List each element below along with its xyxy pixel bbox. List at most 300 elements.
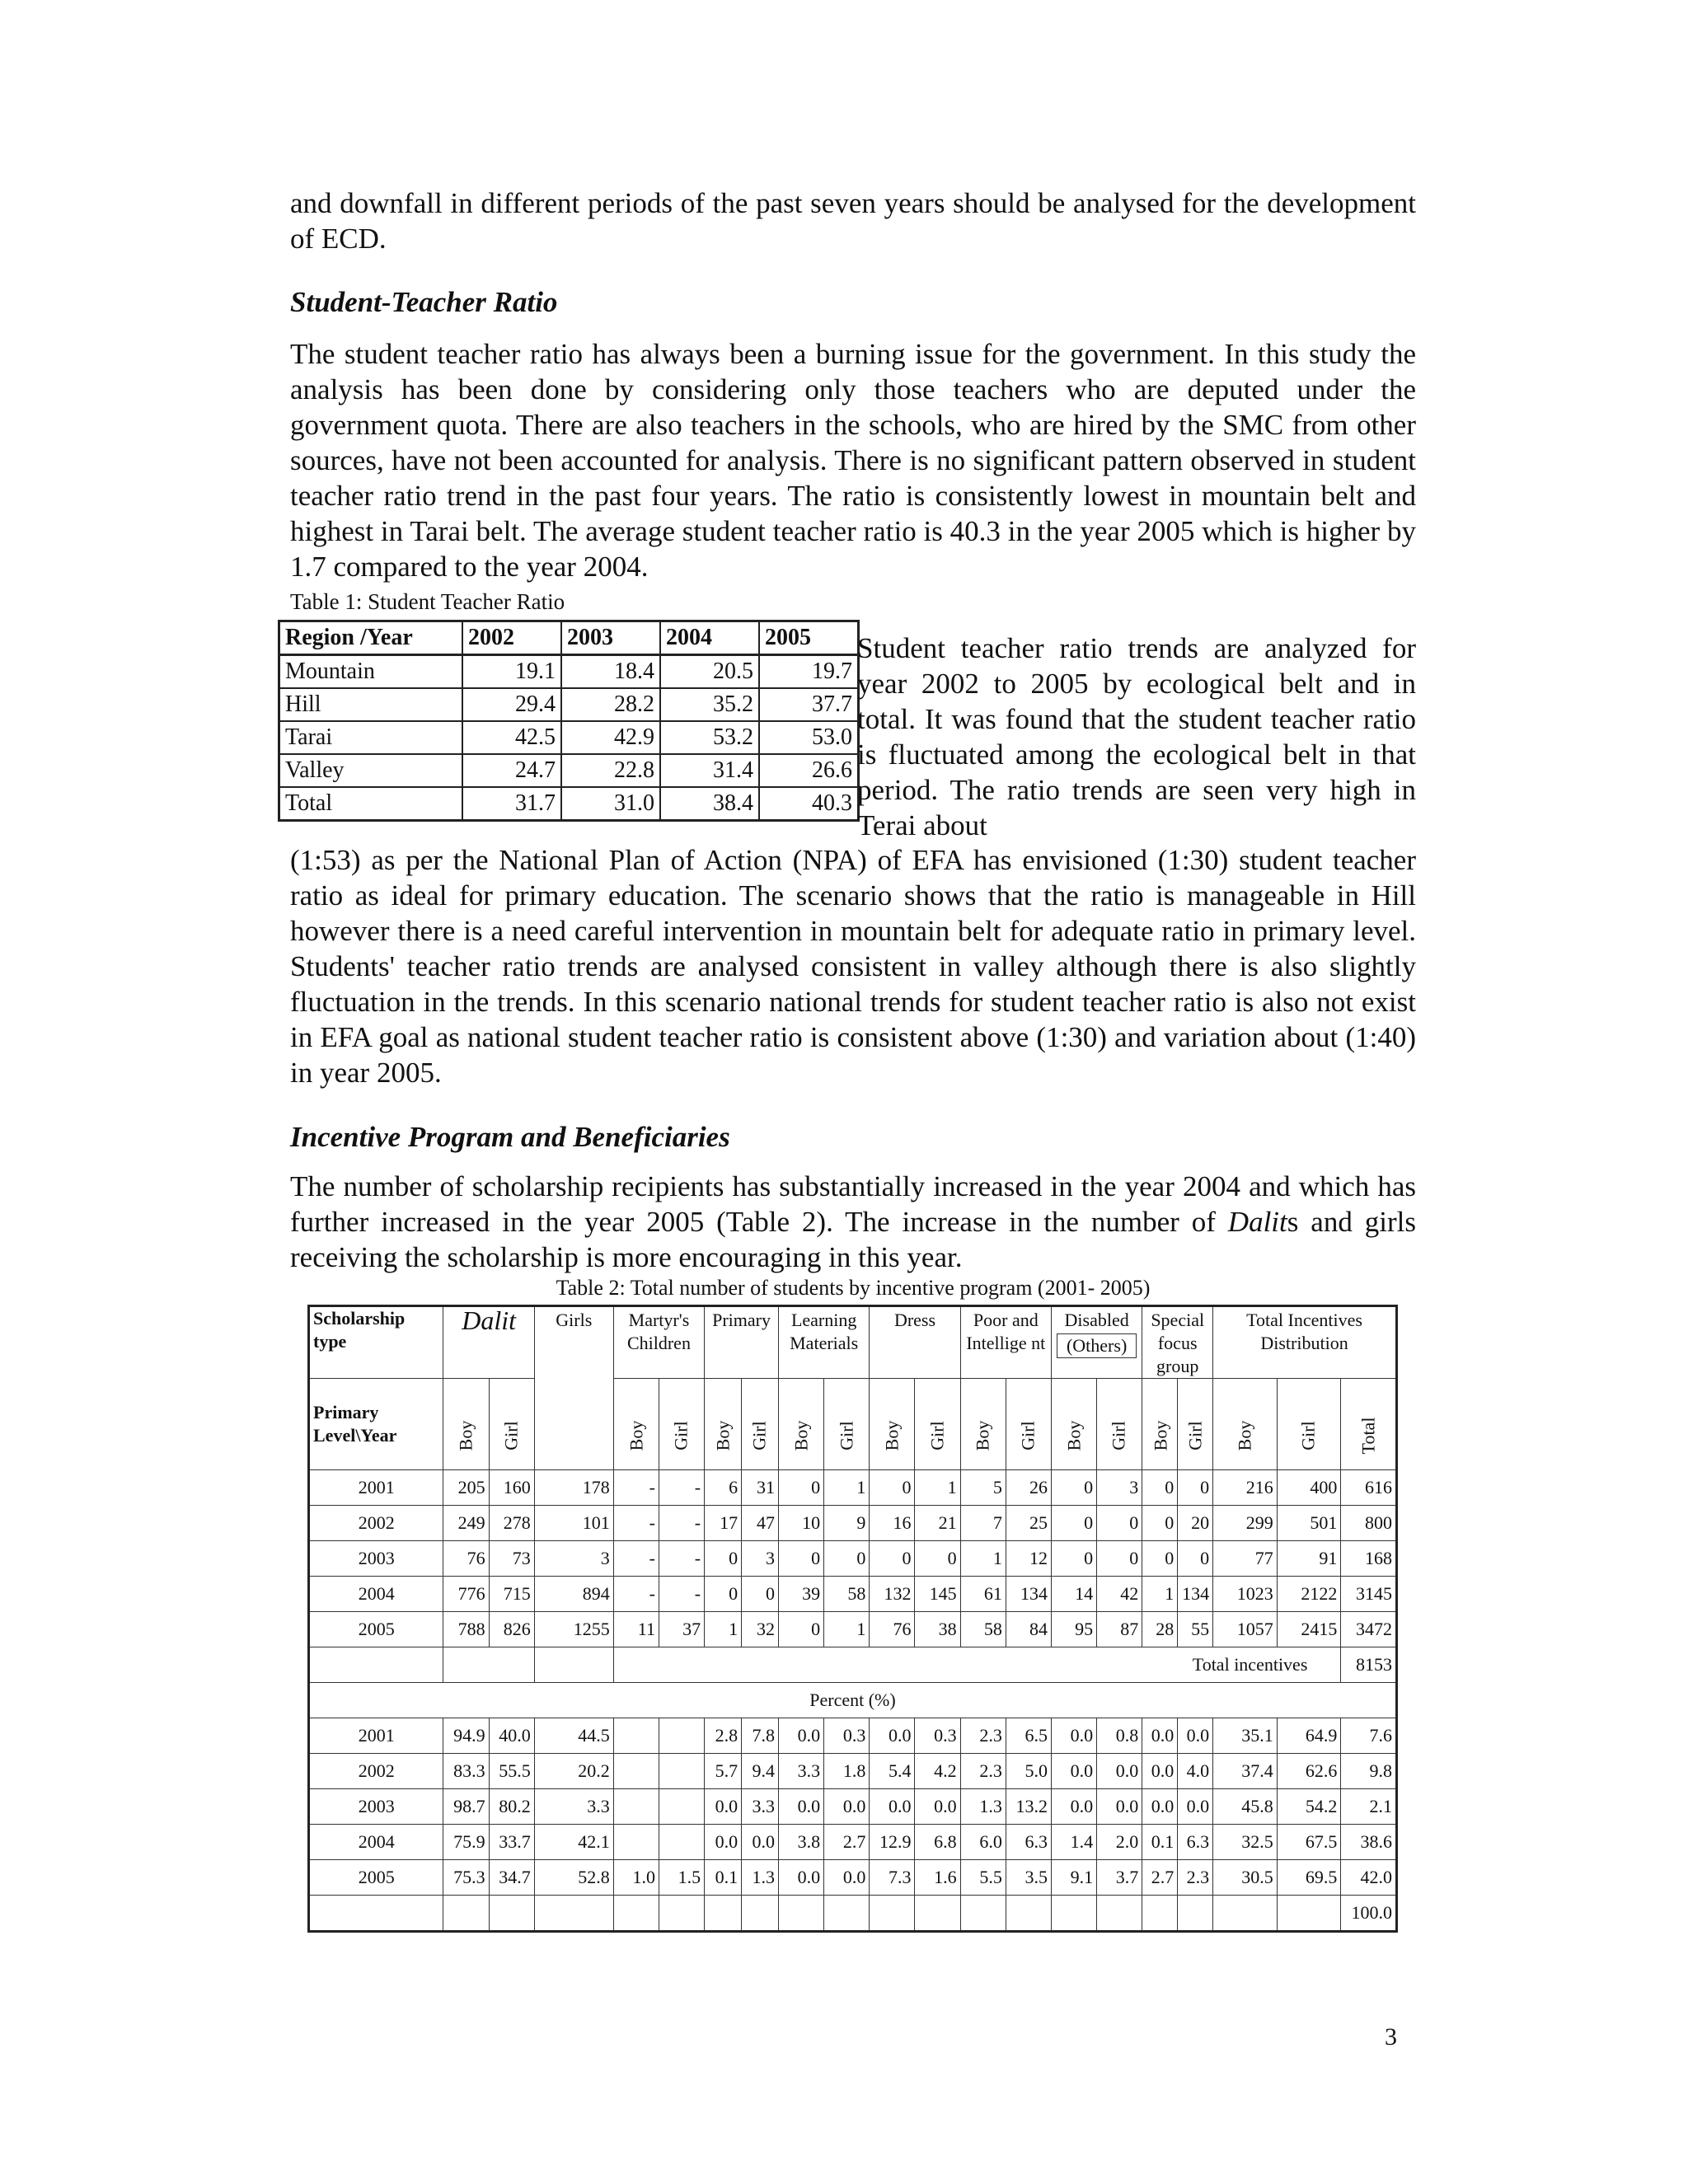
table2-value-cell: 6.3 — [1178, 1825, 1213, 1860]
table2-value-cell: 7.3 — [870, 1860, 915, 1896]
table2-value-cell: 3.7 — [1097, 1860, 1142, 1896]
table2-value-cell: 0 — [779, 1541, 824, 1577]
table2-value-cell: 42 — [1097, 1577, 1142, 1612]
table2-value-cell: 0 — [1142, 1541, 1178, 1577]
table2-subheader-label: Boy — [1150, 1420, 1171, 1451]
table2-value-cell: 1023 — [1213, 1577, 1278, 1612]
table2-value-cell: 145 — [915, 1577, 960, 1612]
table2-value-cell: 5 — [960, 1470, 1006, 1506]
table2-subheader-label: Girl — [1184, 1421, 1206, 1451]
table2-value-cell: 75.9 — [443, 1825, 489, 1860]
table2-value-cell: 62.6 — [1277, 1754, 1341, 1789]
table2-value-cell: 0.0 — [870, 1718, 915, 1754]
table2-value-cell: 52.8 — [534, 1860, 613, 1896]
level-year-header: Primary Level\Year — [309, 1379, 443, 1470]
table2-value-cell: - — [613, 1506, 659, 1541]
table2-value-cell: 400 — [1277, 1470, 1341, 1506]
table1-header-cell: 2005 — [759, 621, 859, 655]
table1-value-cell: 19.7 — [759, 655, 859, 689]
table2-value-cell: 3.8 — [779, 1825, 824, 1860]
primary-header: Primary — [705, 1306, 779, 1379]
table1-value-cell: 37.7 — [759, 688, 859, 721]
percent-label: Percent (%) — [309, 1683, 1397, 1718]
table2-value-cell: 38 — [915, 1612, 960, 1647]
table2-value-cell: 178 — [534, 1470, 613, 1506]
table2-subheader-label: Girl — [749, 1421, 771, 1451]
table2-value-cell: 2.3 — [960, 1754, 1006, 1789]
table2-value-cell: 67.5 — [1277, 1825, 1341, 1860]
table2-value-cell: 0 — [915, 1541, 960, 1577]
table2-value-cell: 132 — [870, 1577, 915, 1612]
table2-value-cell: 9.8 — [1341, 1754, 1397, 1789]
table2-subheader-cell — [443, 1379, 489, 1470]
table2-value-cell: 95 — [1051, 1612, 1096, 1647]
table2-value-cell: 4.0 — [1178, 1754, 1213, 1789]
table2-subheader-label: Total — [1357, 1417, 1379, 1455]
table2-value-cell: 25 — [1006, 1506, 1051, 1541]
table2-empty-cell — [1277, 1896, 1341, 1932]
table1-value-cell: 28.2 — [561, 688, 660, 721]
table1-row — [279, 688, 859, 721]
table2-value-cell: 249 — [443, 1506, 489, 1541]
dress-header: Dress — [870, 1306, 960, 1379]
table2-value-cell: - — [613, 1577, 659, 1612]
table2-year-cell: 2002 — [309, 1754, 443, 1789]
table2-empty-cell — [960, 1896, 1006, 1932]
table1-value-cell: 20.5 — [660, 655, 759, 689]
table2-subheader-label: Girl — [1017, 1421, 1039, 1451]
table2-subheader-cell — [1341, 1379, 1397, 1470]
table2-value-cell: 5.7 — [705, 1754, 742, 1789]
table2-value-cell: 98.7 — [443, 1789, 489, 1825]
table2-subheader-cell — [1097, 1379, 1142, 1470]
table1-value-cell: 35.2 — [660, 688, 759, 721]
table2-value-cell: 44.5 — [534, 1718, 613, 1754]
table2-value-cell: 0 — [1051, 1541, 1096, 1577]
table2-value-cell: 2415 — [1277, 1612, 1341, 1647]
table2-value-cell: 0.0 — [705, 1825, 742, 1860]
table1-header-cell: 2002 — [462, 621, 561, 655]
table2-total-row — [309, 1647, 1397, 1683]
disabled-label: Disabled — [1064, 1310, 1129, 1330]
table2-value-cell: 32.5 — [1213, 1825, 1278, 1860]
table2-value-cell: 28 — [1142, 1612, 1178, 1647]
table1-value-cell: 42.5 — [462, 721, 561, 754]
table2-year-cell: 2003 — [309, 1789, 443, 1825]
table2-value-cell: 0.0 — [1178, 1789, 1213, 1825]
table2-subheader-label: Girl — [836, 1421, 857, 1451]
student-teacher-ratio-paragraph: The student teacher ratio has always been a burning issue for the government. In this study the analysis has been done by considering only those teachers who are deputed under the government quota. There are also teachers in the schools, who are hired by the SMC from other sources, have not been accounted for analysis. There is no significant pattern observed in student teacher ratio trend in the past four years. The ratio is consistently lowest in mountain belt and highest in Tarai belt. The average student teacher ratio is 40.3 in the year 2005 which is higher by 1.7 compared to the year 2004. — [290, 338, 1416, 583]
total-incentives-label: Total incentives — [613, 1647, 1341, 1683]
table1-value-cell: 38.4 — [660, 787, 759, 821]
table1-header-cell: 2004 — [660, 621, 759, 655]
incentive-program-table — [307, 1305, 1398, 1933]
table2-value-cell: 0 — [1142, 1506, 1178, 1541]
table2-empty-cell — [534, 1647, 613, 1683]
table2-value-cell: 84 — [1006, 1612, 1051, 1647]
table2-value-cell: 0 — [870, 1470, 915, 1506]
table2-value-cell: 134 — [1006, 1577, 1051, 1612]
table2-subheader-label: Boy — [625, 1420, 646, 1451]
table2-empty-cell — [489, 1896, 534, 1932]
table2-value-cell: 9.1 — [1051, 1860, 1096, 1896]
table2-value-cell: 3.3 — [534, 1789, 613, 1825]
table2-value-cell — [613, 1754, 659, 1789]
table1-header-cell: Region /Year — [279, 621, 463, 655]
dalit-header-label: Dalit — [462, 1305, 516, 1335]
table2-value-cell: 7 — [960, 1506, 1006, 1541]
table2-value-cell: 2.7 — [824, 1825, 870, 1860]
poor-intelligent-header: Poor and Intellige nt — [960, 1306, 1051, 1379]
table1-value-cell: 18.4 — [561, 655, 660, 689]
table2-value-cell: 80.2 — [489, 1789, 534, 1825]
incentive-text-a: The number of scholarship recipients has substantially increased in the year 2004 and which has further increased in the year 2005 (Table 2). The increase in the number of — [290, 1170, 1416, 1238]
table1-value-cell: 24.7 — [462, 754, 561, 787]
table2-value-cell: 1.0 — [613, 1860, 659, 1896]
table2-value-cell: 894 — [534, 1577, 613, 1612]
table2-value-cell: 12.9 — [870, 1825, 915, 1860]
table2-value-cell: 17 — [705, 1506, 742, 1541]
table2-value-cell: 6 — [705, 1470, 742, 1506]
table2-value-cell: 54.2 — [1277, 1789, 1341, 1825]
page-number: 3 — [1385, 2023, 1397, 2050]
table2-value-cell: 1057 — [1213, 1612, 1278, 1647]
table2-caption: Table 2: Total number of students by incentive program (2001- 2005) — [556, 1276, 1151, 1300]
table2-value-cell: 45.8 — [1213, 1789, 1278, 1825]
table2-value-cell: 12 — [1006, 1541, 1051, 1577]
table2-value-cell: 32 — [742, 1612, 779, 1647]
table1-region-cell: Mountain — [279, 655, 463, 689]
table2-value-cell: 31 — [742, 1470, 779, 1506]
table2-subheader-cell — [870, 1379, 915, 1470]
table2-subheader-label: Boy — [455, 1420, 476, 1451]
table2-value-cell: 75.3 — [443, 1860, 489, 1896]
martyrs-children-header: Martyr's Children — [613, 1306, 704, 1379]
table2-subheader-cell — [659, 1379, 704, 1470]
table2-empty-cell — [309, 1647, 443, 1683]
table2-value-cell: 21 — [915, 1506, 960, 1541]
table2-year-cell: 2004 — [309, 1577, 443, 1612]
table2-subheader-cell — [1178, 1379, 1213, 1470]
table2-empty-cell — [1051, 1896, 1096, 1932]
table2-value-cell: 1 — [960, 1541, 1006, 1577]
table2-empty-cell — [870, 1896, 915, 1932]
table2-value-cell: 0.3 — [915, 1718, 960, 1754]
table2-value-cell: 14 — [1051, 1577, 1096, 1612]
table2-value-cell: 2.7 — [1142, 1860, 1178, 1896]
disabled-header — [1051, 1306, 1142, 1379]
table2-value-cell: 5.5 — [960, 1860, 1006, 1896]
table2-value-cell: 0 — [1051, 1470, 1096, 1506]
section-title-student-teacher-ratio: Student-Teacher Ratio — [290, 286, 558, 318]
table2-row — [309, 1754, 1397, 1789]
side-paragraph: Student teacher ratio trends are analyzed for year 2002 to 2005 by ecological belt and in total. It was found that the student teacher ratio is fluctuated among the ecological belt in that period. The ratio trends are seen very high in Terai about — [857, 632, 1416, 841]
table2-subheader-cell — [1051, 1379, 1096, 1470]
table2-value-cell: 788 — [443, 1612, 489, 1647]
table2-empty-cell — [613, 1896, 659, 1932]
table2-value-cell: 39 — [779, 1577, 824, 1612]
table2-value-cell: 64.9 — [1277, 1718, 1341, 1754]
table2-value-cell: 2.0 — [1097, 1825, 1142, 1860]
table2-empty-cell — [443, 1647, 534, 1683]
table2-value-cell: 2.8 — [705, 1718, 742, 1754]
table1-region-cell: Tarai — [279, 721, 463, 754]
table2-value-cell: 6.5 — [1006, 1718, 1051, 1754]
dalit-header — [443, 1306, 534, 1379]
continued-paragraph: (1:53) as per the National Plan of Action (NPA) of EFA has envisioned (1:30) student teacher ratio as ideal for primary education. The scenario shows that the ratio is manageable in Hill however there is a need careful intervention in mountain belt for adequate ratio in primary level. Students' teacher ratio trends are analysed consistent in valley although there is also slightly fluctuation in the trends. In this scenario national trends for student teacher ratio is also not exist in EFA goal as national student teacher ratio is consistent above (1:30) and variation about (1:40) in year 2005. — [290, 844, 1416, 1089]
table2-value-cell: 2.1 — [1341, 1789, 1397, 1825]
table2-empty-cell — [1142, 1896, 1178, 1932]
table2-empty-cell — [824, 1896, 870, 1932]
table2-subheader-cell — [824, 1379, 870, 1470]
table2-value-cell: 0 — [1051, 1506, 1096, 1541]
table2-value-cell: 3.5 — [1006, 1860, 1051, 1896]
table2-value-cell: 0.0 — [824, 1860, 870, 1896]
table2-value-cell: 47 — [742, 1506, 779, 1541]
table2-empty-cell — [742, 1896, 779, 1932]
table2-value-cell: 2.3 — [1178, 1860, 1213, 1896]
table2-row — [309, 1541, 1397, 1577]
table2-value-cell: - — [659, 1506, 704, 1541]
table2-value-cell: 9.4 — [742, 1754, 779, 1789]
table1-row — [279, 754, 859, 787]
table2-subheader-label: Girl — [671, 1421, 692, 1451]
table2-value-cell: 61 — [960, 1577, 1006, 1612]
table2-value-cell: 0.0 — [779, 1718, 824, 1754]
table2-value-cell: 0 — [779, 1612, 824, 1647]
table2-value-cell: 776 — [443, 1577, 489, 1612]
table2-empty-cell — [659, 1896, 704, 1932]
table2-value-cell: 715 — [489, 1577, 534, 1612]
table2-value-cell: 30.5 — [1213, 1860, 1278, 1896]
table2-value-cell: 0.0 — [1051, 1789, 1096, 1825]
table2-subheader-label: Boy — [790, 1420, 812, 1451]
table2-value-cell: 10 — [779, 1506, 824, 1541]
table2-value-cell: 6.8 — [915, 1825, 960, 1860]
table2-value-cell: 91 — [1277, 1541, 1341, 1577]
table2-value-cell: 87 — [1097, 1612, 1142, 1647]
table2-value-cell: 0.3 — [824, 1718, 870, 1754]
table2-value-cell: 73 — [489, 1541, 534, 1577]
table2-value-cell: 160 — [489, 1470, 534, 1506]
table2-row — [309, 1789, 1397, 1825]
table2-value-cell: 800 — [1341, 1506, 1397, 1541]
table2-value-cell: 134 — [1178, 1577, 1213, 1612]
table2-value-cell: 0.0 — [915, 1789, 960, 1825]
table2-value-cell: 0.0 — [1142, 1789, 1178, 1825]
table2-value-cell: 0.0 — [1097, 1789, 1142, 1825]
table2-row — [309, 1718, 1397, 1754]
table2-value-cell: 7.8 — [742, 1718, 779, 1754]
table2-value-cell — [613, 1789, 659, 1825]
percent-total-value: 100.0 — [1341, 1896, 1397, 1932]
table2-subheader-cell — [960, 1379, 1006, 1470]
table2-value-cell: 0 — [779, 1470, 824, 1506]
table2-value-cell: 77 — [1213, 1541, 1278, 1577]
table2-value-cell: 13.2 — [1006, 1789, 1051, 1825]
table2-empty-cell — [443, 1896, 489, 1932]
table2-subheader-label: Boy — [1063, 1420, 1085, 1451]
table2-year-cell: 2005 — [309, 1860, 443, 1896]
table2-value-cell: 26 — [1006, 1470, 1051, 1506]
table1-header-row — [279, 621, 859, 655]
table1-row — [279, 787, 859, 821]
table2-value-cell: 1255 — [534, 1612, 613, 1647]
table2-year-cell: 2004 — [309, 1825, 443, 1860]
table2-value-cell: 5.4 — [870, 1754, 915, 1789]
table2-percent-label-row — [309, 1683, 1397, 1718]
table2-value-cell: 1 — [1142, 1577, 1178, 1612]
table2-empty-cell — [309, 1896, 443, 1932]
table2-year-cell: 2002 — [309, 1506, 443, 1541]
table2-value-cell: 0.0 — [1051, 1754, 1096, 1789]
table2-value-cell: 3 — [742, 1541, 779, 1577]
disabled-others-label: (Others) — [1057, 1333, 1137, 1358]
table2-value-cell: 1 — [824, 1470, 870, 1506]
table2-value-cell: 0.0 — [1142, 1754, 1178, 1789]
table2-empty-cell — [915, 1896, 960, 1932]
table2-value-cell: 0.1 — [705, 1860, 742, 1896]
table2-value-cell — [613, 1718, 659, 1754]
table2-value-cell: 0.0 — [705, 1789, 742, 1825]
table1-region-cell: Total — [279, 787, 463, 821]
table2-value-cell: 0.0 — [742, 1825, 779, 1860]
table2-value-cell: - — [613, 1470, 659, 1506]
table1-region-cell: Hill — [279, 688, 463, 721]
table2-value-cell: 20 — [1178, 1506, 1213, 1541]
table2-subheader-cell — [1213, 1379, 1278, 1470]
table1-row — [279, 721, 859, 754]
table2-value-cell: 34.7 — [489, 1860, 534, 1896]
table2-value-cell: 101 — [534, 1506, 613, 1541]
table2-value-cell — [659, 1789, 704, 1825]
table2-subheader-label: Boy — [1234, 1420, 1255, 1451]
table2-subheader-cell — [742, 1379, 779, 1470]
table2-value-cell: 501 — [1277, 1506, 1341, 1541]
table2-value-cell: 0.0 — [779, 1789, 824, 1825]
table2-subheader-label: Girl — [926, 1421, 948, 1451]
table2-year-cell: 2001 — [309, 1718, 443, 1754]
table2-value-cell: 0.0 — [779, 1860, 824, 1896]
table2-value-cell: 0.0 — [1178, 1718, 1213, 1754]
student-teacher-ratio-table — [278, 620, 860, 822]
table2-value-cell: 0 — [870, 1541, 915, 1577]
table1-caption: Table 1: Student Teacher Ratio — [290, 589, 565, 614]
table2-value-cell: 37 — [659, 1612, 704, 1647]
table2-value-cell: 94.9 — [443, 1718, 489, 1754]
table1-value-cell: 31.0 — [561, 787, 660, 821]
table2-subheader-label: Girl — [1109, 1421, 1130, 1451]
intro-paragraph: and downfall in different periods of the past seven years should be analysed for the development of ECD. — [290, 187, 1416, 255]
total-incentives-header: Total Incentives Distribution — [1213, 1306, 1397, 1379]
table2-value-cell: 3 — [1097, 1470, 1142, 1506]
table2-value-cell: 2122 — [1277, 1577, 1341, 1612]
table1-value-cell: 31.7 — [462, 787, 561, 821]
incentive-text-b: s and girls receiving the scholarship is more encouraging in this year. — [290, 1206, 1416, 1273]
table2-value-cell: 1 — [705, 1612, 742, 1647]
table2-empty-cell — [1006, 1896, 1051, 1932]
table2-value-cell: 1.8 — [824, 1754, 870, 1789]
table2-empty-cell — [534, 1896, 613, 1932]
table2-row — [309, 1860, 1397, 1896]
table1-value-cell: 42.9 — [561, 721, 660, 754]
table2-value-cell: 0 — [1097, 1541, 1142, 1577]
table1-value-cell: 40.3 — [759, 787, 859, 821]
table2-value-cell: 9 — [824, 1506, 870, 1541]
table2-value-cell: 0.0 — [824, 1789, 870, 1825]
table2-value-cell: 0.0 — [1097, 1754, 1142, 1789]
table2-empty-cell — [779, 1896, 824, 1932]
table2-year-cell: 2003 — [309, 1541, 443, 1577]
table2-row — [309, 1612, 1397, 1647]
table2-value-cell: 1.5 — [659, 1860, 704, 1896]
table2-value-cell: 58 — [960, 1612, 1006, 1647]
table2-percent-total-row — [309, 1896, 1397, 1932]
table2-value-cell: 299 — [1213, 1506, 1278, 1541]
table2-row — [309, 1825, 1397, 1860]
table2-value-cell: 1.3 — [742, 1860, 779, 1896]
table2-value-cell: 6.3 — [1006, 1825, 1051, 1860]
table2-value-cell: 42.1 — [534, 1825, 613, 1860]
table2-value-cell: 1.4 — [1051, 1825, 1096, 1860]
table2-subheader-cell — [613, 1379, 659, 1470]
table1-row — [279, 655, 859, 689]
table2-value-cell: 83.3 — [443, 1754, 489, 1789]
table2-subheader-cell — [779, 1379, 824, 1470]
table2-value-cell: 11 — [613, 1612, 659, 1647]
table2-value-cell: 0 — [742, 1577, 779, 1612]
table2-value-cell: 3.3 — [779, 1754, 824, 1789]
incentive-text-italic: Dalit — [1227, 1206, 1287, 1238]
table2-value-cell: 76 — [870, 1612, 915, 1647]
table2-value-cell — [659, 1754, 704, 1789]
table2-value-cell: 35.1 — [1213, 1718, 1278, 1754]
table2-row — [309, 1470, 1397, 1506]
table2-row — [309, 1577, 1397, 1612]
table2-value-cell: 278 — [489, 1506, 534, 1541]
table2-value-cell: 0 — [1097, 1506, 1142, 1541]
table1-header-cell: 2003 — [561, 621, 660, 655]
incentive-paragraph — [290, 1169, 1416, 1275]
table2-value-cell: 1.6 — [915, 1860, 960, 1896]
table1-value-cell: 31.4 — [660, 754, 759, 787]
table2-subheader-label: Boy — [881, 1420, 903, 1451]
table2-value-cell: 3472 — [1341, 1612, 1397, 1647]
table1-value-cell: 53.0 — [759, 721, 859, 754]
girls-header: Girls — [534, 1306, 613, 1470]
table2-row — [309, 1506, 1397, 1541]
section-title-incentive-program: Incentive Program and Beneficiaries — [290, 1121, 730, 1153]
table2-value-cell: 616 — [1341, 1470, 1397, 1506]
table2-value-cell: 55.5 — [489, 1754, 534, 1789]
table2-value-cell: 205 — [443, 1470, 489, 1506]
table2-value-cell: 0.0 — [1142, 1718, 1178, 1754]
table2-value-cell: 0 — [1178, 1470, 1213, 1506]
table2-subheader-cell — [489, 1379, 534, 1470]
table2-value-cell: 3.3 — [742, 1789, 779, 1825]
table2-value-cell: 0 — [1142, 1470, 1178, 1506]
table2-year-cell: 2001 — [309, 1470, 443, 1506]
table2-value-cell: - — [659, 1577, 704, 1612]
table2-value-cell: 4.2 — [915, 1754, 960, 1789]
table2-value-cell: 40.0 — [489, 1718, 534, 1754]
special-focus-group-header: Special focus group — [1142, 1306, 1213, 1379]
table1-value-cell: 29.4 — [462, 688, 561, 721]
table2-value-cell — [659, 1825, 704, 1860]
table2-value-cell: 55 — [1178, 1612, 1213, 1647]
table2-value-cell: 0 — [1178, 1541, 1213, 1577]
table2-value-cell: 33.7 — [489, 1825, 534, 1860]
